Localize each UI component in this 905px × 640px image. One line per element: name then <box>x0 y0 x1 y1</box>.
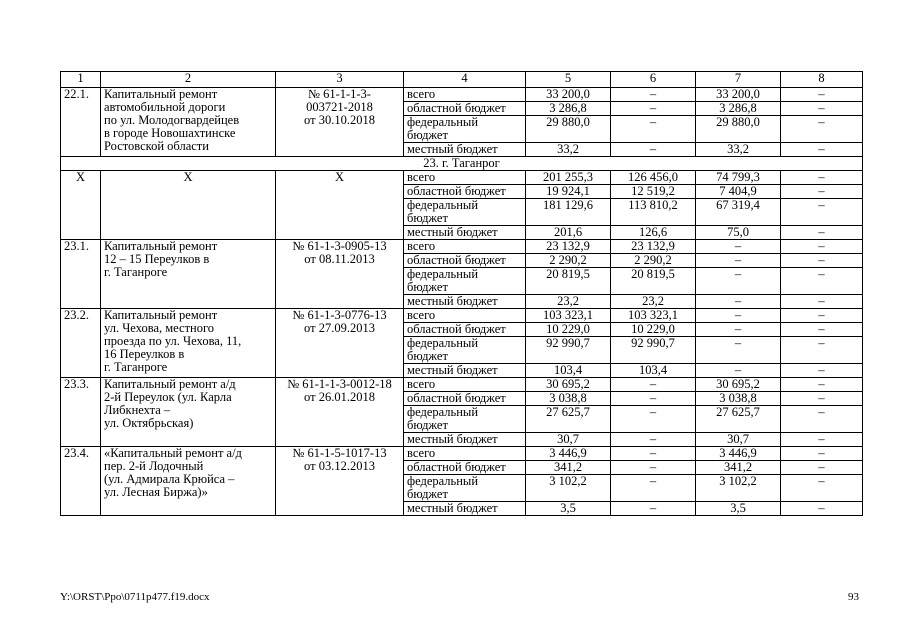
funding-source-line: областной бюджет <box>407 391 506 405</box>
object-name-line: ул. Октябрьская) <box>104 416 194 430</box>
document-number-line: от 08.11.2013 <box>304 252 375 266</box>
value-cell-c5: 341,2 <box>526 461 611 475</box>
object-name-line: ул. Лесная Биржа)» <box>104 485 208 499</box>
table-row <box>61 309 863 323</box>
object-name-line: Капитальный ремонт <box>104 87 218 101</box>
funding-source-cell <box>404 364 526 378</box>
funding-source-line: областной бюджет <box>407 460 506 474</box>
document-number-line: от 30.10.2018 <box>304 113 375 127</box>
funding-source-line: местный бюджет <box>407 501 498 515</box>
object-name-line: Капитальный ремонт а/д <box>104 377 236 391</box>
object-name-line: Капитальный ремонт <box>104 239 218 253</box>
funding-source-cell <box>404 88 526 102</box>
funding-source-cell <box>404 143 526 157</box>
object-name-line: автомобильной дороги <box>104 100 226 114</box>
object-name-cell <box>101 309 276 378</box>
value-cell-c5: 103,4 <box>526 364 611 378</box>
funding-source-line: бюджет <box>407 349 448 363</box>
value-cell-c5: 33 200,0 <box>526 88 611 102</box>
object-name-line: Капитальный ремонт <box>104 308 218 322</box>
column-number-header: 8 <box>781 72 863 88</box>
funding-source-line: бюджет <box>407 211 448 225</box>
document-number-line: от 03.12.2013 <box>304 459 375 473</box>
value-cell-c8: – <box>781 171 863 185</box>
funding-source-line: всего <box>407 308 436 322</box>
value-cell-c7: – <box>696 295 781 309</box>
funding-source-line: бюджет <box>407 487 448 501</box>
object-name-line: г. Таганроге <box>104 360 168 374</box>
value-cell-c7: 30 695,2 <box>696 378 781 392</box>
value-cell-c8: – <box>781 364 863 378</box>
object-name-line: пер. 2-й Лодочный <box>104 459 204 473</box>
column-number-header: 6 <box>611 72 696 88</box>
funding-source-cell <box>404 433 526 447</box>
value-cell-c5: 2 290,2 <box>526 254 611 268</box>
value-cell-c8: – <box>781 116 863 143</box>
column-number-header: 4 <box>404 72 526 88</box>
document-number-cell <box>276 378 404 447</box>
value-cell-c8: – <box>781 143 863 157</box>
value-cell-c6: – <box>611 447 696 461</box>
value-cell-c6: – <box>611 392 696 406</box>
funding-source-line: областной бюджет <box>407 101 506 115</box>
object-name-line: Либкнехта – <box>104 403 171 417</box>
funding-source-line: федеральный <box>407 115 479 129</box>
object-name-cell <box>101 88 276 157</box>
funding-source-line: местный бюджет <box>407 142 498 156</box>
value-cell-c7: 74 799,3 <box>696 171 781 185</box>
value-cell-c7: – <box>696 240 781 254</box>
budget-table <box>60 71 863 516</box>
value-cell-c5: 23,2 <box>526 295 611 309</box>
funding-source-cell <box>404 171 526 185</box>
value-cell-c7: 75,0 <box>696 226 781 240</box>
value-cell-c7: 30,7 <box>696 433 781 447</box>
object-name-line: (ул. Адмирала Крюйса – <box>104 472 235 486</box>
document-number-cell <box>276 447 404 516</box>
value-cell-c7: 67 319,4 <box>696 199 781 226</box>
object-name-line: 16 Переулков в <box>104 347 185 361</box>
value-cell-c7: 7 404,9 <box>696 185 781 199</box>
value-cell-c8: – <box>781 502 863 516</box>
document-number-line: от 27.09.2013 <box>304 321 375 335</box>
object-name-cell <box>101 240 276 309</box>
object-name-line: г. Таганроге <box>104 265 168 279</box>
funding-source-line: всего <box>407 446 436 460</box>
funding-source-line: всего <box>407 377 436 391</box>
funding-source-cell <box>404 102 526 116</box>
value-cell-c6: 103,4 <box>611 364 696 378</box>
funding-source-cell <box>404 323 526 337</box>
document-number-cell <box>276 171 404 240</box>
value-cell-c6: 23 132,9 <box>611 240 696 254</box>
document-number-line: Х <box>334 170 345 184</box>
column-number-header: 5 <box>526 72 611 88</box>
value-cell-c8: – <box>781 337 863 364</box>
funding-source-line: всего <box>407 239 436 253</box>
value-cell-c5: 201 255,3 <box>526 171 611 185</box>
document-number-line: № 61-1-5-1017-13 <box>292 446 387 460</box>
funding-source-cell <box>404 406 526 433</box>
funding-source-cell <box>404 185 526 199</box>
value-cell-c6: – <box>611 88 696 102</box>
value-cell-c8: – <box>781 406 863 433</box>
value-cell-c5: 23 132,9 <box>526 240 611 254</box>
object-name-line: в городе Новошахтинске <box>104 126 236 140</box>
value-cell-c7: 3 286,8 <box>696 102 781 116</box>
object-name-line: Х <box>183 170 193 184</box>
funding-source-cell <box>404 461 526 475</box>
value-cell-c8: – <box>781 475 863 502</box>
column-number-header: 7 <box>696 72 781 88</box>
value-cell-c8: – <box>781 88 863 102</box>
value-cell-c6: 20 819,5 <box>611 268 696 295</box>
value-cell-c7: – <box>696 337 781 364</box>
funding-source-cell <box>404 295 526 309</box>
funding-source-line: областной бюджет <box>407 322 506 336</box>
value-cell-c6: 10 229,0 <box>611 323 696 337</box>
value-cell-c5: 20 819,5 <box>526 268 611 295</box>
column-number-header: 3 <box>276 72 404 88</box>
document-number-cell <box>276 88 404 157</box>
funding-source-line: областной бюджет <box>407 184 506 198</box>
value-cell-c8: – <box>781 323 863 337</box>
value-cell-c6: 126,6 <box>611 226 696 240</box>
value-cell-c5: 33,2 <box>526 143 611 157</box>
funding-source-cell <box>404 199 526 226</box>
value-cell-c5: 29 880,0 <box>526 116 611 143</box>
value-cell-c6: – <box>611 461 696 475</box>
value-cell-c7: 27 625,7 <box>696 406 781 433</box>
document-number-line: № 61-1-3-0776-13 <box>292 308 387 322</box>
page-number: 93 <box>848 591 859 603</box>
document-number-cell <box>276 240 404 309</box>
value-cell-c5: 3 446,9 <box>526 447 611 461</box>
section-row <box>61 157 863 171</box>
value-cell-c8: – <box>781 199 863 226</box>
funding-source-line: федеральный <box>407 336 479 350</box>
value-cell-c6: 103 323,1 <box>611 309 696 323</box>
value-cell-c7: 3 102,2 <box>696 475 781 502</box>
value-cell-c6: – <box>611 116 696 143</box>
item-number: Х <box>61 171 101 240</box>
value-cell-c5: 3 102,2 <box>526 475 611 502</box>
funding-source-cell <box>404 116 526 143</box>
document-number-cell <box>276 309 404 378</box>
funding-source-cell <box>404 254 526 268</box>
object-name-line: «Капитальный ремонт а/д <box>104 446 242 460</box>
funding-source-cell <box>404 226 526 240</box>
value-cell-c7: – <box>696 364 781 378</box>
value-cell-c6: – <box>611 406 696 433</box>
value-cell-c5: 19 924,1 <box>526 185 611 199</box>
object-name-line: 2-й Переулок (ул. Карла <box>104 390 232 404</box>
value-cell-c7: 3 446,9 <box>696 447 781 461</box>
value-cell-c6: 113 810,2 <box>611 199 696 226</box>
value-cell-c5: 103 323,1 <box>526 309 611 323</box>
table-row <box>61 240 863 254</box>
funding-source-line: всего <box>407 87 436 101</box>
object-name-line: проезда по ул. Чехова, 11, <box>104 334 242 348</box>
value-cell-c8: – <box>781 447 863 461</box>
value-cell-c7: 29 880,0 <box>696 116 781 143</box>
value-cell-c8: – <box>781 378 863 392</box>
value-cell-c8: – <box>781 226 863 240</box>
object-name-cell <box>101 171 276 240</box>
document-number-line: № 61-1-1-3-0012-18 <box>287 377 392 391</box>
value-cell-c6: – <box>611 475 696 502</box>
object-name-cell <box>101 378 276 447</box>
value-cell-c8: – <box>781 295 863 309</box>
section-title: 23. г. Таганрог <box>61 157 863 171</box>
value-cell-c8: – <box>781 268 863 295</box>
value-cell-c7: 3 038,8 <box>696 392 781 406</box>
value-cell-c8: – <box>781 392 863 406</box>
funding-source-cell <box>404 309 526 323</box>
object-name-line: ул. Чехова, местного <box>104 321 215 335</box>
funding-source-line: бюджет <box>407 418 448 432</box>
value-cell-c8: – <box>781 433 863 447</box>
funding-source-line: бюджет <box>407 280 448 294</box>
funding-source-cell <box>404 447 526 461</box>
value-cell-c5: 92 990,7 <box>526 337 611 364</box>
object-name-cell <box>101 447 276 516</box>
item-number: 22.1. <box>61 88 101 157</box>
object-name-line: по ул. Молодогвардейцев <box>104 113 240 127</box>
funding-source-line: федеральный <box>407 405 479 419</box>
table-row <box>61 171 863 185</box>
funding-source-line: местный бюджет <box>407 294 498 308</box>
value-cell-c5: 30 695,2 <box>526 378 611 392</box>
value-cell-c5: 3,5 <box>526 502 611 516</box>
value-cell-c5: 201,6 <box>526 226 611 240</box>
value-cell-c8: – <box>781 309 863 323</box>
table-header-row <box>61 72 863 88</box>
value-cell-c7: 341,2 <box>696 461 781 475</box>
funding-source-line: областной бюджет <box>407 253 506 267</box>
value-cell-c5: 3 038,8 <box>526 392 611 406</box>
item-number: 23.1. <box>61 240 101 309</box>
value-cell-c7: – <box>696 323 781 337</box>
value-cell-c8: – <box>781 185 863 199</box>
funding-source-line: всего <box>407 170 436 184</box>
item-number: 23.3. <box>61 378 101 447</box>
object-name-line: Ростовской области <box>104 139 209 153</box>
value-cell-c5: 30,7 <box>526 433 611 447</box>
table-row <box>61 447 863 461</box>
value-cell-c6: 92 990,7 <box>611 337 696 364</box>
table-row <box>61 88 863 102</box>
value-cell-c6: – <box>611 433 696 447</box>
value-cell-c6: – <box>611 502 696 516</box>
funding-source-line: федеральный <box>407 198 479 212</box>
value-cell-c6: – <box>611 378 696 392</box>
funding-source-line: федеральный <box>407 267 479 281</box>
funding-source-cell <box>404 337 526 364</box>
funding-source-cell <box>404 392 526 406</box>
funding-source-line: федеральный <box>407 474 479 488</box>
value-cell-c5: 3 286,8 <box>526 102 611 116</box>
value-cell-c5: 10 229,0 <box>526 323 611 337</box>
funding-source-cell <box>404 378 526 392</box>
funding-source-line: бюджет <box>407 128 448 142</box>
value-cell-c5: 181 129,6 <box>526 199 611 226</box>
value-cell-c6: 23,2 <box>611 295 696 309</box>
item-number: 23.4. <box>61 447 101 516</box>
funding-source-cell <box>404 502 526 516</box>
value-cell-c7: 3,5 <box>696 502 781 516</box>
value-cell-c7: – <box>696 254 781 268</box>
column-number-header: 1 <box>61 72 101 88</box>
value-cell-c6: 12 519,2 <box>611 185 696 199</box>
document-number-line: № 61-1-1-3- <box>308 87 371 101</box>
funding-source-line: местный бюджет <box>407 363 498 377</box>
document-number-line: № 61-1-3-0905-13 <box>292 239 387 253</box>
value-cell-c8: – <box>781 102 863 116</box>
footer-file-path: Y:\ORST\Ppo\0711p477.f19.docx <box>60 591 210 603</box>
value-cell-c6: – <box>611 143 696 157</box>
object-name-line: 12 – 15 Переулков в <box>104 252 210 266</box>
value-cell-c7: – <box>696 268 781 295</box>
value-cell-c8: – <box>781 240 863 254</box>
value-cell-c6: 126 456,0 <box>611 171 696 185</box>
value-cell-c5: 27 625,7 <box>526 406 611 433</box>
value-cell-c6: – <box>611 102 696 116</box>
table-row <box>61 378 863 392</box>
funding-source-cell <box>404 475 526 502</box>
value-cell-c7: – <box>696 309 781 323</box>
value-cell-c7: 33,2 <box>696 143 781 157</box>
funding-source-line: местный бюджет <box>407 225 498 239</box>
document-number-line: 003721-2018 <box>306 100 373 114</box>
funding-source-line: местный бюджет <box>407 432 498 446</box>
item-number: 23.2. <box>61 309 101 378</box>
value-cell-c7: 33 200,0 <box>696 88 781 102</box>
funding-source-cell <box>404 268 526 295</box>
value-cell-c8: – <box>781 254 863 268</box>
document-number-line: от 26.01.2018 <box>304 390 375 404</box>
value-cell-c8: – <box>781 461 863 475</box>
funding-source-cell <box>404 240 526 254</box>
value-cell-c6: 2 290,2 <box>611 254 696 268</box>
column-number-header: 2 <box>101 72 276 88</box>
